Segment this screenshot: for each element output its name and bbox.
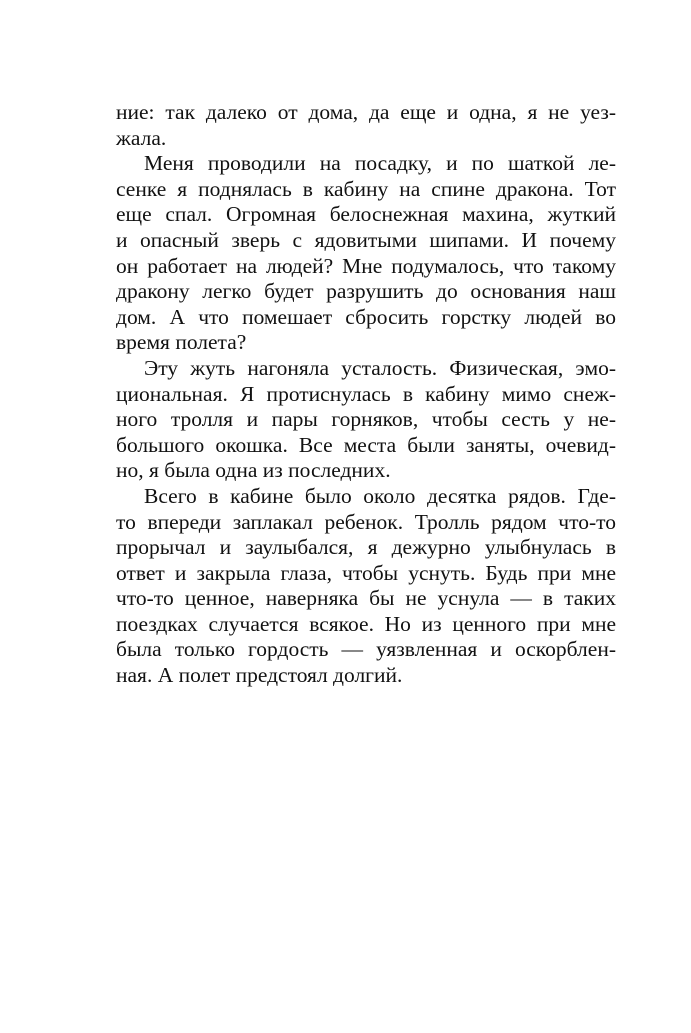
text-line: и опасный зверь с ядовитыми шипами. И почему	[116, 227, 616, 252]
text-line: сенке я поднялась в кабину на спине дракона. Тот	[116, 176, 616, 201]
paragraph-1	[116, 100, 616, 151]
page-text	[116, 100, 616, 689]
text-line: что-то ценное, наверняка бы не уснула — в таких	[116, 586, 616, 611]
text-line: циональная. Я протиснулась в кабину мимо снеж-	[116, 381, 616, 406]
text-line: ного тролля и пары горняков, чтобы сесть у не-	[116, 407, 616, 432]
text-line: ответ и закрыла глаза, чтобы уснуть. Будь при мне	[116, 560, 616, 585]
paragraph-4	[116, 484, 616, 689]
text-line: была только гордость — уязвленная и оскорблен-	[116, 637, 616, 662]
text-line: Всего в кабине было около десятка рядов. Где-	[144, 483, 616, 508]
text-line: Эту жуть нагоняла усталость. Физическая, эмо-	[144, 355, 616, 380]
paragraph-3	[116, 356, 616, 484]
text-line: дракону легко будет разрушить до основания наш	[116, 279, 616, 304]
text-line: время полета?	[116, 330, 247, 355]
text-line: жала.	[116, 125, 167, 150]
text-line: прорычал и заулыбался, я дежурно улыбнулась в	[116, 535, 616, 560]
text-line: Меня проводили на посадку, и по шаткой ле-	[144, 151, 616, 176]
text-line: еще спал. Огромная белоснежная махина, жуткий	[116, 202, 616, 227]
paragraph-2	[116, 151, 616, 356]
text-line: он работает на людей? Мне подумалось, что такому	[116, 253, 616, 278]
text-line: дом. А что помешает сбросить горстку людей во	[116, 304, 616, 329]
text-line: то впереди заплакал ребенок. Тролль рядом что-то	[116, 509, 616, 534]
text-line: ние: так далеко от дома, да еще и одна, я не уез-	[116, 100, 616, 124]
text-line: большого окошка. Все места были заняты, очевид-	[116, 432, 616, 457]
text-line: ная. А полет предстоял долгий.	[116, 663, 403, 688]
text-line: но, я была одна из последних.	[116, 458, 391, 483]
text-line: поездках случается всякое. Но из ценного при мне	[116, 611, 616, 636]
